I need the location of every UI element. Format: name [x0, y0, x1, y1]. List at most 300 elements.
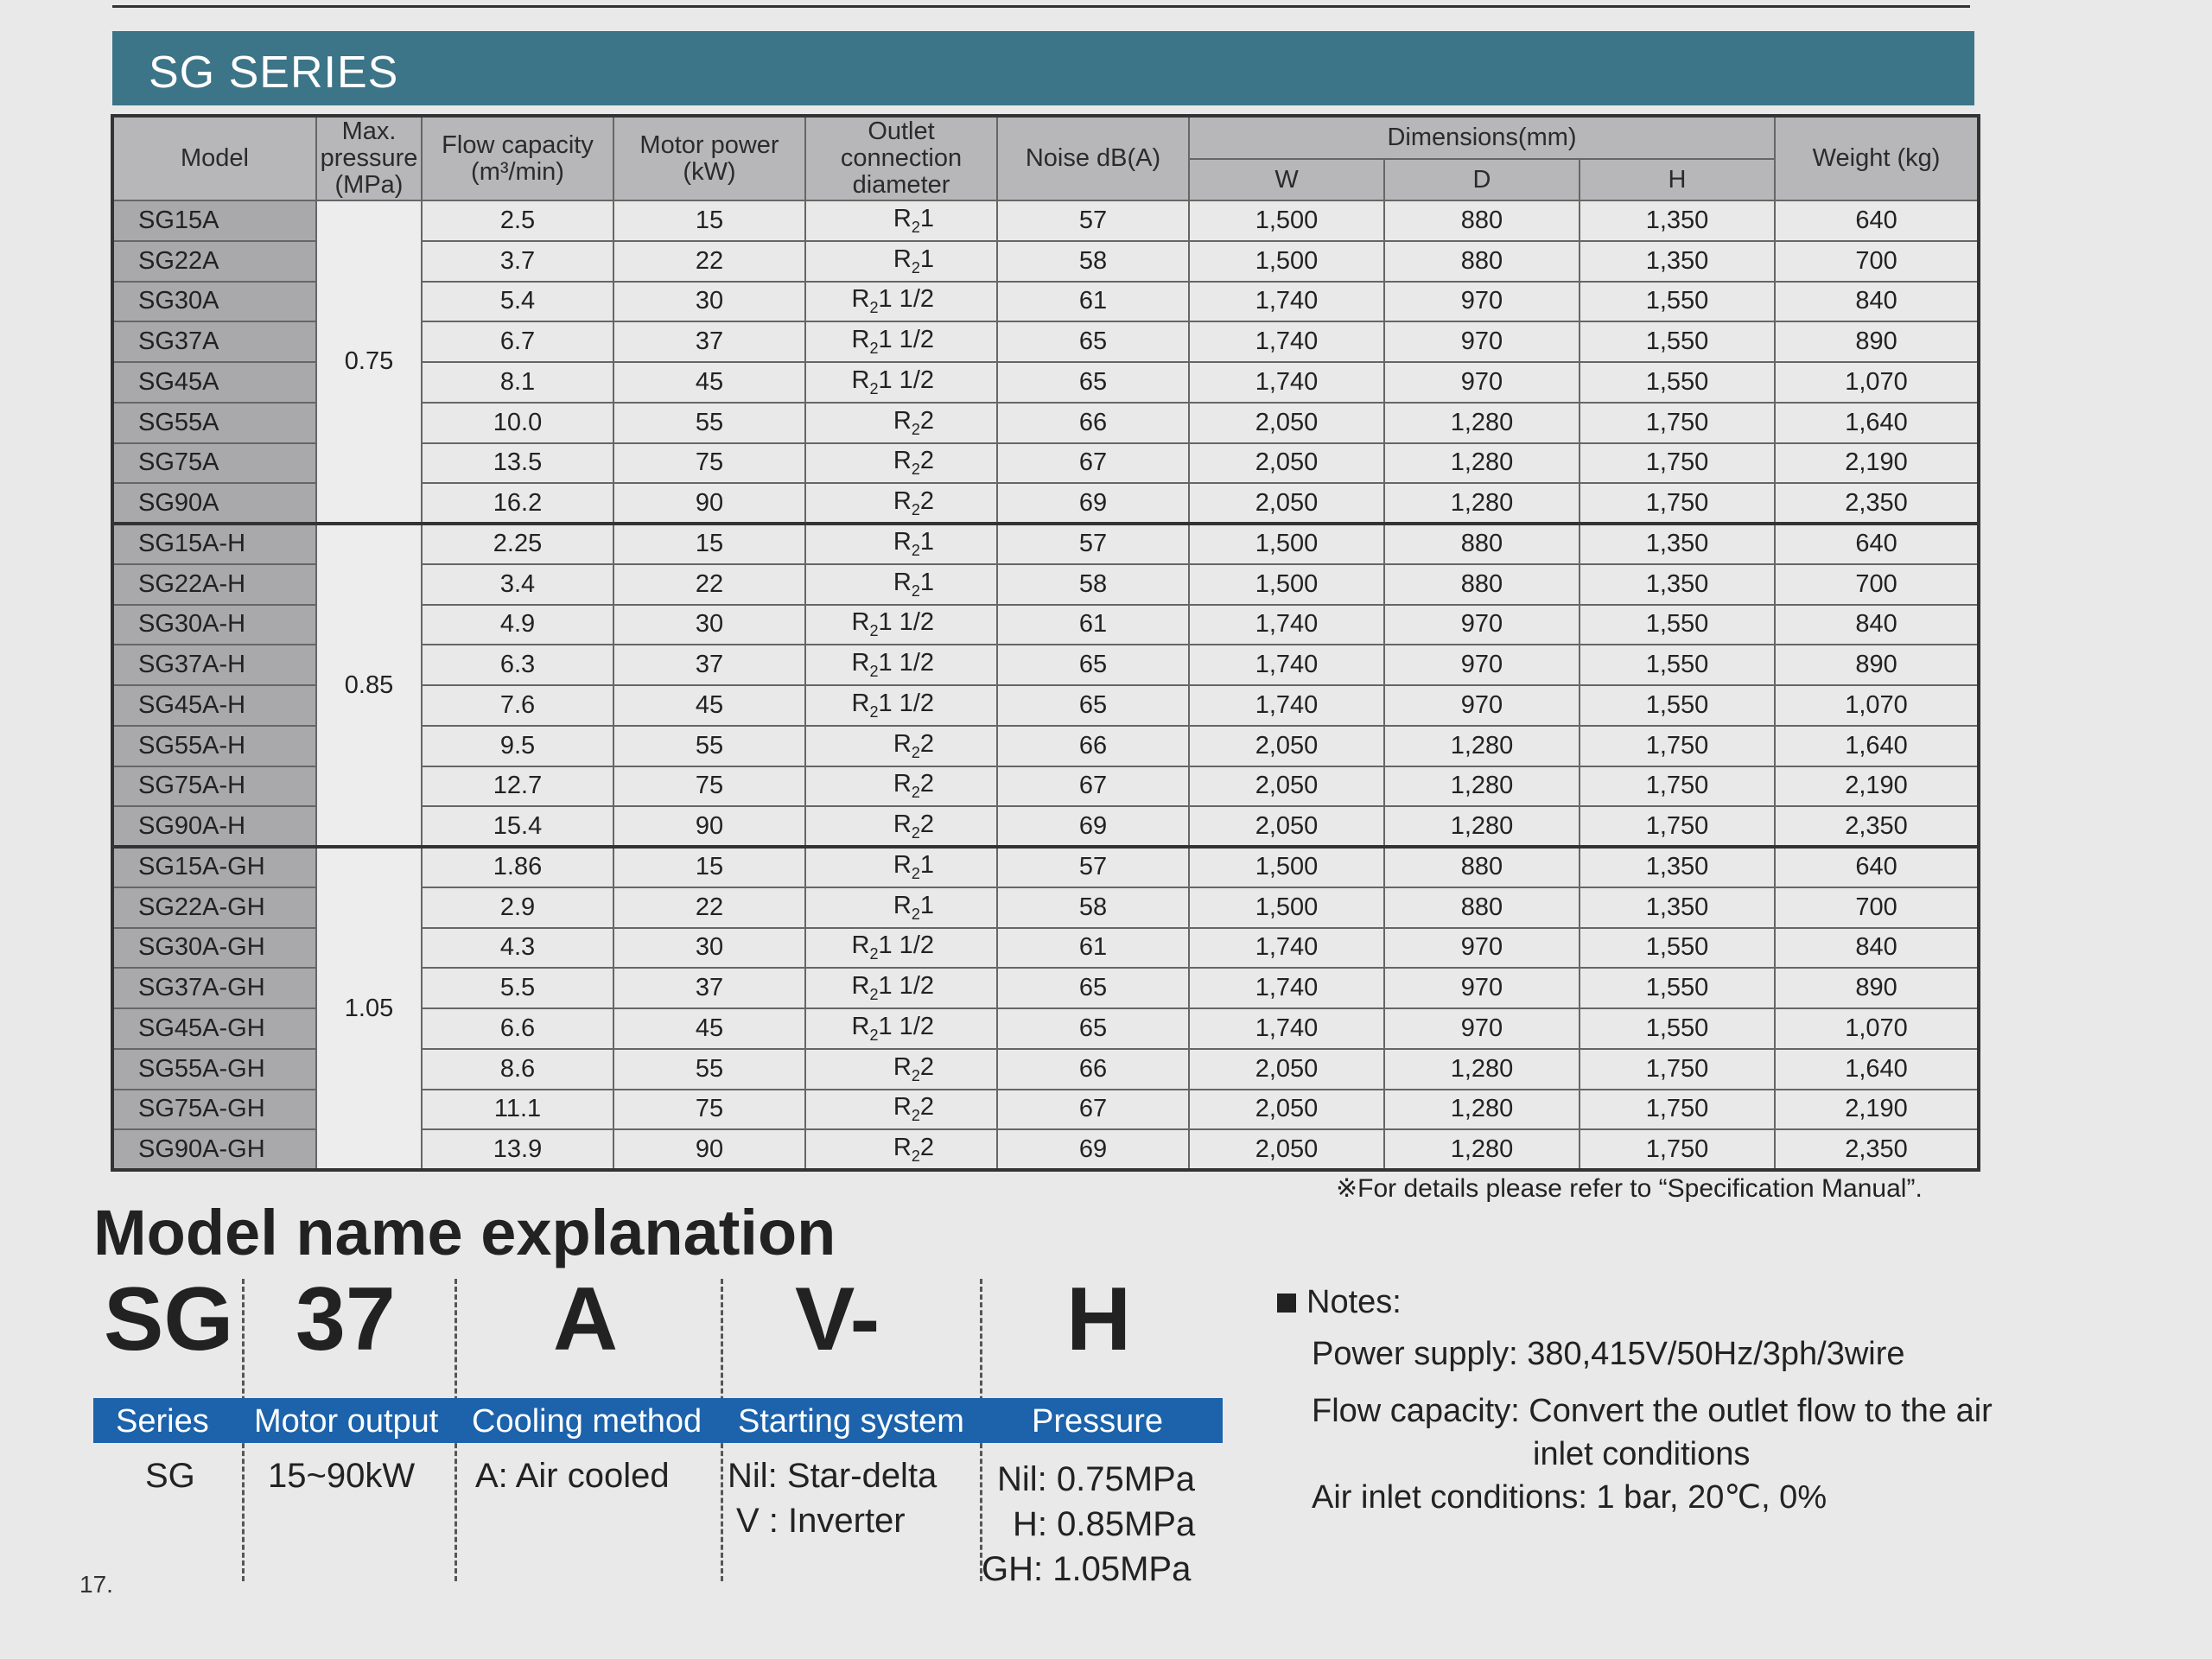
cell-outlet	[805, 887, 997, 928]
section-title: SG SERIES	[149, 48, 399, 98]
code-starting: V-	[795, 1269, 880, 1370]
cell-outlet	[805, 403, 997, 443]
outlet-size: 1	[919, 568, 934, 596]
cell-outlet	[805, 282, 997, 322]
cell-motor: 15	[613, 847, 805, 887]
cell-d: 970	[1384, 645, 1580, 685]
outlet-subscript: 2	[869, 340, 879, 358]
cell-h: 1,750	[1580, 1129, 1775, 1170]
cell-h: 1,550	[1580, 605, 1775, 645]
cell-outlet	[805, 847, 997, 887]
cell-outlet	[805, 1090, 997, 1130]
cell-h: 1,550	[1580, 321, 1775, 362]
outlet-subscript: 2	[911, 865, 920, 883]
outlet-subscript: 2	[869, 945, 879, 963]
cell-h: 1,350	[1580, 887, 1775, 928]
cell-model: SG22A-GH	[112, 887, 316, 928]
cell-model: SG37A-H	[112, 645, 316, 685]
outlet-subscript: 2	[911, 905, 920, 923]
label-motor-output: Motor output	[254, 1403, 439, 1440]
outlet-size: 2	[919, 406, 934, 435]
outlet-prefix: R	[893, 729, 912, 758]
cell-model: SG90A-H	[112, 806, 316, 847]
cell-model: SG15A-GH	[112, 847, 316, 887]
cell-h: 1,550	[1580, 928, 1775, 969]
cell-model: SG45A-H	[112, 685, 316, 726]
cell-noise: 57	[997, 200, 1189, 241]
outlet-size: 2	[919, 770, 934, 798]
cell-w: 2,050	[1189, 726, 1384, 766]
code-cooling: A	[553, 1269, 619, 1370]
outlet-size: 2	[919, 486, 934, 515]
outlet-prefix: R	[851, 608, 870, 637]
code-motor: 37	[296, 1269, 396, 1370]
cell-noise: 57	[997, 524, 1189, 564]
header-h: H	[1580, 159, 1775, 200]
cell-outlet	[805, 443, 997, 484]
cell-weight: 700	[1775, 887, 1979, 928]
cell-motor: 90	[613, 806, 805, 847]
spec-table	[111, 114, 1980, 1172]
value-pressure-nil: Nil: 0.75MPa	[997, 1460, 1195, 1498]
outlet-size: 1 1/2	[878, 365, 934, 394]
cell-motor: 55	[613, 403, 805, 443]
note-flow-capacity-cont: inlet conditions	[1533, 1436, 1751, 1472]
outlet-prefix: R	[893, 245, 912, 273]
outlet-subscript: 2	[911, 500, 920, 518]
cell-h: 1,750	[1580, 403, 1775, 443]
label-series: Series	[116, 1403, 209, 1440]
table-row	[112, 200, 1979, 241]
cell-flow: 2.25	[422, 524, 613, 564]
cell-weight: 840	[1775, 605, 1979, 645]
cell-weight: 840	[1775, 282, 1979, 322]
cell-outlet	[805, 241, 997, 282]
cell-w: 2,050	[1189, 766, 1384, 807]
cell-w: 1,740	[1189, 685, 1384, 726]
label-pressure: Pressure	[1032, 1403, 1164, 1440]
cell-model: SG45A	[112, 362, 316, 403]
cell-noise: 65	[997, 362, 1189, 403]
cell-noise: 65	[997, 1008, 1189, 1049]
outlet-subscript: 2	[869, 702, 879, 721]
header-flow: Flow capacity (m³/min)	[422, 116, 613, 200]
outlet-subscript: 2	[911, 542, 920, 560]
cell-weight: 640	[1775, 524, 1979, 564]
cell-d: 880	[1384, 524, 1580, 564]
cell-d: 1,280	[1384, 1090, 1580, 1130]
outlet-subscript: 2	[911, 1107, 920, 1125]
cell-motor: 15	[613, 200, 805, 241]
outlet-subscript: 2	[869, 663, 879, 681]
outlet-subscript: 2	[911, 784, 920, 802]
cell-d: 880	[1384, 241, 1580, 282]
cell-flow: 13.5	[422, 443, 613, 484]
cell-weight: 2,350	[1775, 1129, 1979, 1170]
cell-motor: 22	[613, 241, 805, 282]
cell-h: 1,350	[1580, 564, 1775, 605]
header-w: W	[1189, 159, 1384, 200]
cell-noise: 61	[997, 282, 1189, 322]
cell-weight: 2,190	[1775, 766, 1979, 807]
outlet-prefix: R	[893, 568, 912, 596]
cell-d: 880	[1384, 564, 1580, 605]
outlet-subscript: 2	[911, 1147, 920, 1165]
outlet-prefix: R	[851, 649, 870, 677]
outlet-subscript: 2	[911, 743, 920, 761]
cell-model: SG30A-H	[112, 605, 316, 645]
cell-h: 1,550	[1580, 1008, 1775, 1049]
cell-w: 2,050	[1189, 403, 1384, 443]
cell-motor: 22	[613, 564, 805, 605]
outlet-size: 1	[919, 851, 934, 880]
outlet-subscript: 2	[911, 1066, 920, 1084]
cell-model: SG37A	[112, 321, 316, 362]
label-starting-system: Starting system	[738, 1403, 964, 1440]
cell-w: 2,050	[1189, 483, 1384, 524]
cell-noise: 66	[997, 403, 1189, 443]
cell-w: 1,500	[1189, 564, 1384, 605]
outlet-prefix: R	[893, 1093, 912, 1122]
outlet-size: 1 1/2	[878, 1012, 934, 1040]
cell-h: 1,750	[1580, 806, 1775, 847]
table-row	[112, 524, 1979, 564]
cell-d: 970	[1384, 685, 1580, 726]
cell-h: 1,750	[1580, 726, 1775, 766]
cell-flow: 5.5	[422, 968, 613, 1008]
cell-w: 1,500	[1189, 887, 1384, 928]
outlet-size: 1 1/2	[878, 608, 934, 637]
outlet-size: 2	[919, 810, 934, 838]
outlet-prefix: R	[851, 931, 870, 960]
cell-flow: 6.6	[422, 1008, 613, 1049]
outlet-prefix: R	[893, 1133, 912, 1161]
cell-d: 1,280	[1384, 726, 1580, 766]
outlet-size: 1 1/2	[878, 931, 934, 960]
outlet-prefix: R	[893, 204, 912, 232]
cell-w: 1,740	[1189, 282, 1384, 322]
cell-flow: 6.7	[422, 321, 613, 362]
cell-model: SG90A	[112, 483, 316, 524]
header-weight: Weight (kg)	[1775, 116, 1979, 200]
cell-d: 1,280	[1384, 483, 1580, 524]
section-banner	[112, 31, 1974, 105]
cell-w: 1,740	[1189, 968, 1384, 1008]
cell-w: 2,050	[1189, 806, 1384, 847]
cell-h: 1,550	[1580, 362, 1775, 403]
cell-weight: 2,190	[1775, 1090, 1979, 1130]
cell-outlet	[805, 1129, 997, 1170]
spec-table-body	[112, 200, 1979, 1170]
cell-d: 1,280	[1384, 443, 1580, 484]
outlet-size: 1	[919, 245, 934, 273]
cell-w: 2,050	[1189, 1049, 1384, 1090]
cell-w: 1,500	[1189, 524, 1384, 564]
cell-motor: 37	[613, 968, 805, 1008]
outlet-size: 2	[919, 1052, 934, 1081]
cell-model: SG15A	[112, 200, 316, 241]
value-cooling: A: Air cooled	[475, 1457, 670, 1495]
outlet-size: 1 1/2	[878, 649, 934, 677]
cell-pressure: 0.75	[316, 200, 422, 524]
bullet-square-icon	[1277, 1294, 1296, 1313]
value-series: SG	[145, 1457, 195, 1495]
outlet-subscript: 2	[869, 1026, 879, 1044]
cell-h: 1,350	[1580, 241, 1775, 282]
cell-outlet	[805, 362, 997, 403]
outlet-size: 1	[919, 891, 934, 919]
header-d: D	[1384, 159, 1580, 200]
outlet-size: 1 1/2	[878, 285, 934, 314]
cell-weight: 1,070	[1775, 362, 1979, 403]
cell-outlet	[805, 564, 997, 605]
header-outlet: Outlet connection diameter	[805, 116, 997, 200]
outlet-size: 1 1/2	[878, 972, 934, 1001]
cell-motor: 90	[613, 483, 805, 524]
cell-weight: 2,350	[1775, 806, 1979, 847]
cell-model: SG90A-GH	[112, 1129, 316, 1170]
cell-outlet	[805, 321, 997, 362]
top-rule	[112, 0, 1970, 8]
cell-d: 970	[1384, 1008, 1580, 1049]
cell-w: 2,050	[1189, 1090, 1384, 1130]
cell-flow: 13.9	[422, 1129, 613, 1170]
cell-h: 1,550	[1580, 685, 1775, 726]
cell-weight: 890	[1775, 645, 1979, 685]
cell-w: 1,740	[1189, 928, 1384, 969]
cell-w: 1,500	[1189, 241, 1384, 282]
cell-flow: 7.6	[422, 685, 613, 726]
cell-outlet	[805, 483, 997, 524]
cell-d: 970	[1384, 968, 1580, 1008]
cell-h: 1,350	[1580, 524, 1775, 564]
cell-outlet	[805, 1049, 997, 1090]
outlet-size: 2	[919, 1133, 934, 1161]
cell-w: 1,740	[1189, 321, 1384, 362]
cell-outlet	[805, 968, 997, 1008]
cell-noise: 58	[997, 564, 1189, 605]
cell-model: SG30A	[112, 282, 316, 322]
cell-weight: 1,640	[1775, 403, 1979, 443]
cell-flow: 8.1	[422, 362, 613, 403]
note-power-supply: Power supply: 380,415V/50Hz/3ph/3wire	[1312, 1336, 1905, 1372]
outlet-size: 1 1/2	[878, 326, 934, 354]
cell-noise: 69	[997, 806, 1189, 847]
cell-flow: 4.9	[422, 605, 613, 645]
outlet-subscript: 2	[911, 218, 920, 236]
code-series: SG	[104, 1269, 234, 1370]
value-pressure-h: H: 0.85MPa	[1013, 1505, 1196, 1543]
outlet-subscript: 2	[869, 299, 879, 317]
cell-noise: 69	[997, 1129, 1189, 1170]
cell-d: 1,280	[1384, 766, 1580, 807]
model-explanation-title: Model name explanation	[93, 1197, 836, 1268]
cell-weight: 890	[1775, 968, 1979, 1008]
value-starting-nil: Nil: Star-delta	[728, 1457, 938, 1495]
value-motor: 15~90kW	[268, 1457, 416, 1495]
cell-outlet	[805, 524, 997, 564]
cell-d: 1,280	[1384, 403, 1580, 443]
cell-motor: 75	[613, 443, 805, 484]
cell-noise: 57	[997, 847, 1189, 887]
outlet-subscript: 2	[911, 823, 920, 842]
cell-d: 880	[1384, 200, 1580, 241]
cell-weight: 2,350	[1775, 483, 1979, 524]
cell-flow: 11.1	[422, 1090, 613, 1130]
outlet-prefix: R	[893, 770, 912, 798]
cell-model: SG37A-GH	[112, 968, 316, 1008]
cell-weight: 700	[1775, 564, 1979, 605]
outlet-prefix: R	[851, 365, 870, 394]
outlet-prefix: R	[851, 285, 870, 314]
outlet-size: 1 1/2	[878, 689, 934, 717]
outlet-prefix: R	[893, 528, 912, 556]
header-noise: Noise dB(A)	[997, 116, 1189, 200]
cell-flow: 2.5	[422, 200, 613, 241]
cell-w: 1,500	[1189, 847, 1384, 887]
cell-d: 970	[1384, 282, 1580, 322]
outlet-subscript: 2	[911, 420, 920, 438]
notes-heading-text: Notes:	[1306, 1284, 1402, 1320]
cell-outlet	[805, 726, 997, 766]
outlet-subscript: 2	[869, 622, 879, 640]
cell-weight: 1,640	[1775, 1049, 1979, 1090]
page-number: 17.	[79, 1571, 113, 1598]
cell-noise: 69	[997, 483, 1189, 524]
outlet-size: 2	[919, 447, 934, 475]
cell-w: 2,050	[1189, 443, 1384, 484]
cell-d: 1,280	[1384, 1129, 1580, 1170]
cell-flow: 15.4	[422, 806, 613, 847]
cell-flow: 12.7	[422, 766, 613, 807]
cell-d: 1,280	[1384, 1049, 1580, 1090]
outlet-size: 1	[919, 204, 934, 232]
outlet-subscript: 2	[911, 461, 920, 479]
cell-motor: 90	[613, 1129, 805, 1170]
cell-flow: 8.6	[422, 1049, 613, 1090]
cell-flow: 6.3	[422, 645, 613, 685]
cell-motor: 45	[613, 362, 805, 403]
cell-flow: 4.3	[422, 928, 613, 969]
cell-outlet	[805, 766, 997, 807]
cell-h: 1,750	[1580, 1090, 1775, 1130]
cell-motor: 75	[613, 766, 805, 807]
cell-noise: 66	[997, 726, 1189, 766]
outlet-prefix: R	[893, 891, 912, 919]
cell-motor: 15	[613, 524, 805, 564]
cell-weight: 890	[1775, 321, 1979, 362]
outlet-subscript: 2	[869, 379, 879, 397]
outlet-prefix: R	[851, 689, 870, 717]
cell-motor: 55	[613, 1049, 805, 1090]
cell-motor: 45	[613, 1008, 805, 1049]
cell-weight: 1,640	[1775, 726, 1979, 766]
cell-h: 1,350	[1580, 847, 1775, 887]
cell-d: 970	[1384, 321, 1580, 362]
cell-flow: 3.7	[422, 241, 613, 282]
note-flow-capacity: Flow capacity: Convert the outlet flow to the air	[1312, 1393, 1993, 1429]
cell-w: 1,500	[1189, 200, 1384, 241]
outlet-subscript: 2	[911, 258, 920, 276]
cell-model: SG75A	[112, 443, 316, 484]
cell-model: SG22A	[112, 241, 316, 282]
cell-motor: 22	[613, 887, 805, 928]
cell-noise: 67	[997, 1090, 1189, 1130]
cell-model: SG75A-H	[112, 766, 316, 807]
cell-flow: 1.86	[422, 847, 613, 887]
cell-w: 1,740	[1189, 362, 1384, 403]
cell-weight: 700	[1775, 241, 1979, 282]
cell-noise: 65	[997, 685, 1189, 726]
cell-h: 1,350	[1580, 200, 1775, 241]
cell-noise: 67	[997, 766, 1189, 807]
outlet-prefix: R	[851, 326, 870, 354]
cell-outlet	[805, 685, 997, 726]
cell-pressure: 0.85	[316, 524, 422, 847]
cell-h: 1,550	[1580, 282, 1775, 322]
outlet-prefix: R	[893, 851, 912, 880]
cell-pressure: 1.05	[316, 847, 422, 1170]
outlet-prefix: R	[893, 406, 912, 435]
footnote: ※For details please refer to “Specification Manual”.	[1336, 1174, 1923, 1203]
outlet-prefix: R	[851, 1012, 870, 1040]
cell-noise: 61	[997, 928, 1189, 969]
cell-noise: 67	[997, 443, 1189, 484]
cell-motor: 30	[613, 928, 805, 969]
cell-model: SG45A-GH	[112, 1008, 316, 1049]
value-starting-v: V : Inverter	[736, 1502, 906, 1540]
cell-outlet	[805, 806, 997, 847]
cell-outlet	[805, 200, 997, 241]
outlet-prefix: R	[851, 972, 870, 1001]
cell-weight: 1,070	[1775, 1008, 1979, 1049]
cell-motor: 45	[613, 685, 805, 726]
cell-noise: 58	[997, 241, 1189, 282]
cell-noise: 65	[997, 321, 1189, 362]
cell-weight: 640	[1775, 200, 1979, 241]
code-pressure: H	[1066, 1269, 1132, 1370]
cell-model: SG15A-H	[112, 524, 316, 564]
outlet-subscript: 2	[869, 986, 879, 1004]
cell-motor: 55	[613, 726, 805, 766]
cell-h: 1,750	[1580, 1049, 1775, 1090]
notes-heading	[1277, 1284, 1402, 1321]
cell-flow: 9.5	[422, 726, 613, 766]
cell-d: 970	[1384, 362, 1580, 403]
header-pressure: Max. pressure (MPa)	[316, 116, 422, 200]
cell-noise: 66	[997, 1049, 1189, 1090]
cell-w: 1,740	[1189, 645, 1384, 685]
outlet-size: 1	[919, 528, 934, 556]
cell-model: SG30A-GH	[112, 928, 316, 969]
value-pressure-gh: GH: 1.05MPa	[982, 1550, 1192, 1588]
cell-noise: 65	[997, 968, 1189, 1008]
cell-d: 970	[1384, 605, 1580, 645]
outlet-prefix: R	[893, 447, 912, 475]
cell-motor: 75	[613, 1090, 805, 1130]
outlet-prefix: R	[893, 1052, 912, 1081]
cell-motor: 37	[613, 321, 805, 362]
cell-model: SG55A	[112, 403, 316, 443]
cell-model: SG55A-GH	[112, 1049, 316, 1090]
cell-motor: 30	[613, 282, 805, 322]
cell-weight: 840	[1775, 928, 1979, 969]
cell-h: 1,550	[1580, 645, 1775, 685]
cell-weight: 640	[1775, 847, 1979, 887]
cell-motor: 37	[613, 645, 805, 685]
cell-noise: 61	[997, 605, 1189, 645]
cell-motor: 30	[613, 605, 805, 645]
